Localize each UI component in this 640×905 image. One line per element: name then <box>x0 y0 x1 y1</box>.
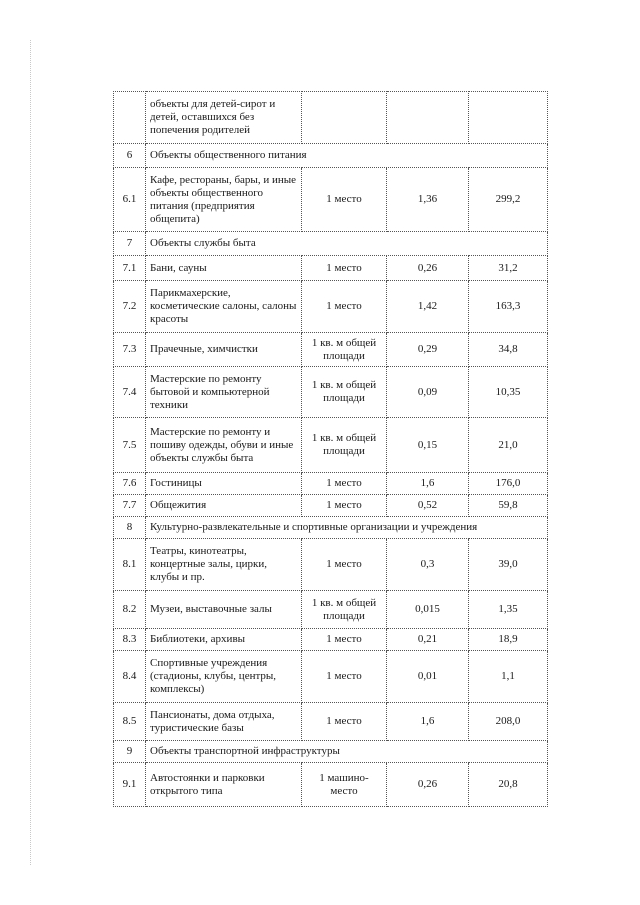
unit-of-measure: 1 место <box>302 495 387 517</box>
norm-value: 1,42 <box>387 281 469 333</box>
norm-value: 0,26 <box>387 763 469 807</box>
unit-of-measure: 1 кв. м общей площади <box>302 333 387 367</box>
row-number: 7.4 <box>114 367 146 418</box>
section-title: Объекты службы быта <box>146 232 548 256</box>
total-value: 18,9 <box>469 629 548 651</box>
table-row <box>114 703 548 741</box>
row-number: 9 <box>114 741 146 763</box>
object-name: Парикмахерские, косметические салоны, салоны красоты <box>146 281 302 333</box>
section-title: Объекты общественного питания <box>146 144 548 168</box>
norm-value: 0,15 <box>387 418 469 473</box>
unit-of-measure: 1 место <box>302 281 387 333</box>
norm-value: 0,015 <box>387 591 469 629</box>
unit-of-measure: 1 кв. м общей площади <box>302 591 387 629</box>
object-name: объекты для детей-сирот и детей, оставшихся без попечения родителей <box>146 92 302 144</box>
norm-value: 0,09 <box>387 367 469 418</box>
section-row <box>114 232 548 256</box>
object-name: Музеи, выставочные залы <box>146 591 302 629</box>
row-number: 7.2 <box>114 281 146 333</box>
object-name: Автостоянки и парковки открытого типа <box>146 763 302 807</box>
norm-value: 1,6 <box>387 473 469 495</box>
row-number: 8 <box>114 517 146 539</box>
row-number: 8.5 <box>114 703 146 741</box>
section-row <box>114 144 548 168</box>
total-value: 59,8 <box>469 495 548 517</box>
object-name: Театры, кинотеатры, концертные залы, цирки, клубы и пр. <box>146 539 302 591</box>
table-row <box>114 256 548 281</box>
row-number: 7.3 <box>114 333 146 367</box>
section-row <box>114 517 548 539</box>
row-number: 8.4 <box>114 651 146 703</box>
total-value: 21,0 <box>469 418 548 473</box>
row-number: 7.5 <box>114 418 146 473</box>
table-row <box>114 651 548 703</box>
norm-value: 1,36 <box>387 168 469 232</box>
unit-of-measure: 1 место <box>302 539 387 591</box>
table-row <box>114 281 548 333</box>
unit-of-measure: 1 кв. м общей площади <box>302 367 387 418</box>
total-value: 208,0 <box>469 703 548 741</box>
table-row <box>114 418 548 473</box>
total-value: 31,2 <box>469 256 548 281</box>
row-number: 6 <box>114 144 146 168</box>
total-value: 1,35 <box>469 591 548 629</box>
row-number: 8.3 <box>114 629 146 651</box>
table-row <box>114 92 548 144</box>
unit-of-measure: 1 место <box>302 473 387 495</box>
object-name: Гостиницы <box>146 473 302 495</box>
total-value: 299,2 <box>469 168 548 232</box>
total-value: 34,8 <box>469 333 548 367</box>
total-value <box>469 92 548 144</box>
row-number: 7.1 <box>114 256 146 281</box>
unit-of-measure: 1 место <box>302 703 387 741</box>
unit-of-measure: 1 место <box>302 629 387 651</box>
section-title: Культурно-развлекательные и спортивные организации и учреждения <box>146 517 548 539</box>
total-value: 10,35 <box>469 367 548 418</box>
total-value: 1,1 <box>469 651 548 703</box>
table-row <box>114 591 548 629</box>
unit-of-measure: 1 место <box>302 651 387 703</box>
table-row <box>114 367 548 418</box>
object-name: Прачечные, химчистки <box>146 333 302 367</box>
norm-value: 0,21 <box>387 629 469 651</box>
norm-value: 0,01 <box>387 651 469 703</box>
table-row <box>114 763 548 807</box>
table-row <box>114 629 548 651</box>
object-name: Библиотеки, архивы <box>146 629 302 651</box>
norm-value: 0,29 <box>387 333 469 367</box>
object-name: Спортивные учреждения (стадионы, клубы, центры, комплексы) <box>146 651 302 703</box>
table-row <box>114 168 548 232</box>
table-body <box>114 92 548 807</box>
row-number: 7.7 <box>114 495 146 517</box>
row-number: 7.6 <box>114 473 146 495</box>
object-name: Бани, сауны <box>146 256 302 281</box>
unit-of-measure: 1 машино-место <box>302 763 387 807</box>
scan-edge-line <box>30 40 31 865</box>
row-number: 8.2 <box>114 591 146 629</box>
row-number: 7 <box>114 232 146 256</box>
norm-value <box>387 92 469 144</box>
table-row <box>114 473 548 495</box>
norm-value: 0,3 <box>387 539 469 591</box>
norm-value: 0,52 <box>387 495 469 517</box>
object-name: Кафе, рестораны, бары, и иные объекты общественного питания (предприятия общепита) <box>146 168 302 232</box>
table-row <box>114 495 548 517</box>
row-number <box>114 92 146 144</box>
total-value: 39,0 <box>469 539 548 591</box>
unit-of-measure: 1 место <box>302 168 387 232</box>
section-title: Объекты транспортной инфраструктуры <box>146 741 548 763</box>
norms-table <box>113 91 548 807</box>
object-name: Пансионаты, дома отдыха, туристические базы <box>146 703 302 741</box>
total-value: 20,8 <box>469 763 548 807</box>
norm-value: 1,6 <box>387 703 469 741</box>
unit-of-measure: 1 кв. м общей площади <box>302 418 387 473</box>
unit-of-measure: 1 место <box>302 256 387 281</box>
section-row <box>114 741 548 763</box>
object-name: Общежития <box>146 495 302 517</box>
object-name: Мастерские по ремонту и пошиву одежды, обуви и иные объекты службы быта <box>146 418 302 473</box>
total-value: 176,0 <box>469 473 548 495</box>
unit-of-measure <box>302 92 387 144</box>
table-row <box>114 333 548 367</box>
total-value: 163,3 <box>469 281 548 333</box>
table-row <box>114 539 548 591</box>
row-number: 6.1 <box>114 168 146 232</box>
row-number: 9.1 <box>114 763 146 807</box>
norm-value: 0,26 <box>387 256 469 281</box>
row-number: 8.1 <box>114 539 146 591</box>
object-name: Мастерские по ремонту бытовой и компьютерной техники <box>146 367 302 418</box>
